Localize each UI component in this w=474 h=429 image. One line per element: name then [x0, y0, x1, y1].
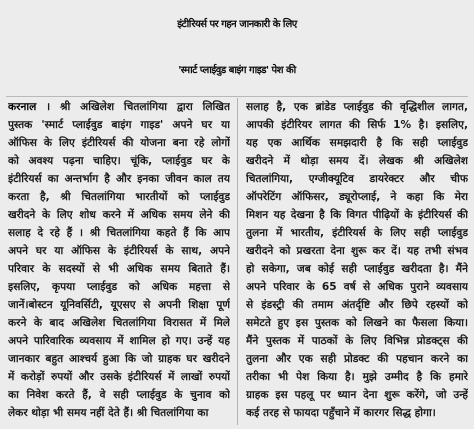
left-column-line: सलाह दे रहे हैं । श्री चितलांगिया कहते हैं कि आप [8, 227, 230, 239]
left-column-line: करता है, श्री चितलांगिया भारतीयों को प्लाईवुड [8, 191, 230, 203]
left-column-line: जानकार बहुत आश्चर्य हुआ कि जो ग्राहक घर खरीदने [8, 353, 230, 365]
right-column-line: तरीका भी पेश किया है। मुझे उम्मीद है कि हमारे [246, 371, 468, 383]
left-column-line: का निवेश करते हैं, वे सही प्लाईवुड के चुनाव को [8, 389, 230, 401]
article-body [8, 98, 468, 425]
right-column-line: कई तरह से फायदा पहुँचाने में कारगर सिद्ध होगा। [246, 407, 436, 419]
article-column-right [238, 98, 468, 425]
left-column-line: को अवश्य पढ़ना चाहिए। चूंकि, प्लाईवुड घर के [8, 155, 230, 167]
right-column-line: सलाह है, एक ब्रांडेड प्लाईवुड की वृद्धिशील लागत, [246, 101, 468, 113]
right-column-line: तुलना और एक सही प्रोडक्ट की पहचान करने का [246, 353, 468, 365]
left-column-line: में करोड़ों रुपयों और उसके इंटीरियर्स में लाखों रुपयों [8, 371, 230, 383]
left-column-line: परिवार के सदस्यों से भी अधिक समय बिताते हैं। [8, 263, 230, 275]
left-column-line: खरीदने के लिए शोध करने में अधिक समय लेने की [8, 209, 230, 221]
left-column-line: पुस्तक 'स्मार्ट प्लाईवुड बाइंग गाइड' अपने घर या [8, 119, 230, 131]
left-column-line: अपने पारिवारिक व्यवसाय में शामिल हो गए। उन्हें यह [8, 335, 230, 347]
right-column-line: खरीदने में थोड़ा समय दें। लेखक श्री अखिलेश [246, 155, 468, 167]
right-column-line: मिशन यह देखना है कि विगत पीढ़ियों के इंटीरियर्स की [246, 209, 468, 221]
right-column-line: आपकी इंटीरियर लागत की सिर्फ 1% है। इसलिए, [246, 119, 468, 131]
right-column-line: चितलांगिया, एग्जीक्यूटिव डायरेक्टर और चीफ [246, 173, 468, 185]
right-column-line: हो सकेगा, जब कोई सही प्लाईवुड खरीदता है। मैंने [246, 263, 468, 275]
left-column-line: इसलिए, कृपया प्लाईवुड को अधिक महत्ता से [8, 281, 230, 293]
right-column-line: अपने परिवार के 65 वर्ष से अधिक पुराने व्यवसाय [246, 281, 468, 293]
left-column-line: इंटीरियर्स का अन्तर्भाग है और इनका जीवन काल तय [8, 173, 230, 185]
right-column-line: ऑपरेटिंग ऑफिसर, ड्यूरोप्लाई, ने कहा कि मेरा [246, 191, 468, 203]
left-column-line: लेकर थोड़ा भी समय नहीं देते हैं। श्री चितलांगिया का [8, 407, 209, 419]
left-column-line: ऑफिस के लिए इंटीरियर्स की योजना बना रहे लोगों [8, 137, 230, 149]
right-column-line: खरीदने को प्रखरता देना शुरू कर दें। यह तभी संभव [246, 245, 468, 257]
article-column-left [8, 98, 238, 425]
headline-divider [6, 96, 468, 97]
left-column-line: अपने घर या ऑफिस के इंटीरियर्स के साथ, अपने [8, 245, 230, 257]
left-column-line: करने के बाद अखिलेश चितलांगिया विरासत में मिले [8, 317, 230, 329]
headline-line-2: 'स्मार्ट प्लाईवुड बाइंग गाइड' पेश की [178, 65, 296, 76]
right-column-line: से इंडस्ट्री की तमाम अंतर्दृष्टि और छिपे रहस्यों को [246, 299, 468, 311]
right-column-line: मैंने पुस्तक में पाठकों के लिए विभिन्न प्रोडक्ट्स की [246, 335, 468, 347]
right-column-line: समेटते हुए इस पुस्तक को लिखने का फैसला किया। [246, 317, 468, 329]
headline-line-1: इंटीरियर्स पर गहन जानकारी के लिए [177, 19, 297, 30]
right-column-line: यह एक आर्थिक समझदारी है कि सही प्लाईवुड [246, 137, 468, 149]
right-column-line: तुलना में भारतीय, इंटीरियर्स के लिए सही प्लाईवुड [246, 227, 468, 239]
left-column-line: जानें।बोस्टन यूनिवर्सिटी, यूएसए से अपनी शिक्षा पूर्ण [8, 299, 230, 311]
right-column-line: ग्राहक इस पहलू पर ध्यान देना शुरू करेंगे, जो उन्हें [246, 389, 468, 401]
left-column-line: करनाल । श्री अखिलेश चितलांगिया द्वारा लिखित [8, 101, 230, 113]
article-dateline: करनाल [8, 101, 37, 113]
